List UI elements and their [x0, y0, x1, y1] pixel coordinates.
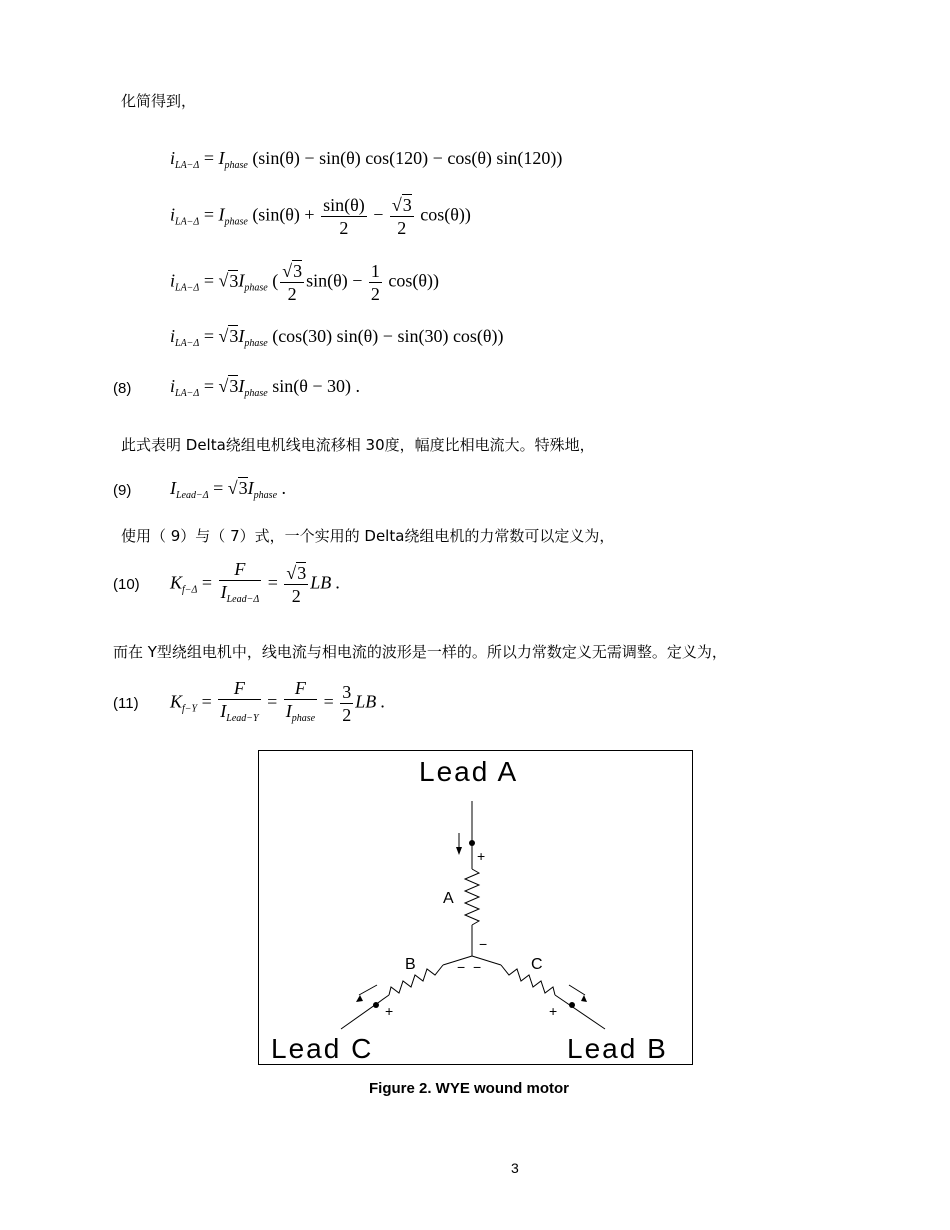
page-number: 3	[511, 1160, 519, 1176]
paragraph-force-constant: 使用（ 9）与（ 7）式，一个实用的 Delta绕组电机的力常数可以定义为，	[121, 527, 615, 545]
label-lead-b: Lead B	[567, 1033, 668, 1064]
figure-caption: Figure 2. WYE wound motor	[369, 1080, 569, 1097]
equation-4: $i_{LA-\Delta} = √3I_{phase}$ (cos(30) sin(θ) − sin(30) cos(θ))	[170, 326, 504, 349]
equation-10: $K_{f-\Delta}$ = $\frac{F}{I_{Lead-\Delta}}$ = $\frac{√3}{2}$ LB .	[170, 558, 340, 611]
plus-b: +	[549, 1003, 558, 1019]
label-lead-a: Lead A	[419, 756, 519, 787]
coil-b-label: B	[405, 956, 416, 973]
fraction: $\frac{√3}{2}$	[282, 261, 303, 304]
equation-number-10: (10)	[113, 576, 140, 593]
equation-number-8: (8)	[113, 380, 132, 397]
equation-number-11: (11)	[113, 695, 139, 712]
fraction: $\frac{F}{I_{Lead-Y}}$	[220, 678, 259, 724]
wye-diagram	[259, 751, 692, 1064]
fraction: $\frac{3}{2}$	[342, 682, 352, 725]
fraction: $\frac{1}{2}$	[370, 261, 380, 304]
plus-c: +	[385, 1003, 394, 1019]
paragraph-delta-phase: 此式表明 Delta绕组电机线电流移相 30度，幅度比相电流大。特殊地，	[121, 436, 595, 454]
intro-text: 化简得到，	[121, 92, 197, 110]
equation-8: $i_{LA-\Delta} = √3I_{phase}$ sin(θ − 30) .	[170, 376, 360, 399]
fraction: $\frac{√3}{2}$	[391, 195, 412, 238]
equation-9: $I_{Lead-\Delta} = √3I_{phase}$ .	[170, 478, 287, 501]
arrow-a-head	[456, 847, 462, 855]
node-b	[569, 1002, 575, 1008]
node-a	[469, 840, 475, 846]
fraction: $\frac{F}{I_{phase}}$	[285, 678, 316, 724]
minus-a: −	[479, 936, 488, 952]
minus-c: −	[473, 959, 482, 975]
fraction: $\frac{\sin(\theta)}{2}$	[323, 195, 365, 238]
minus-b: −	[457, 959, 466, 975]
arrow-c-head	[356, 995, 363, 1002]
equation-11: $K_{f-Y}$ = $\frac{F}{I_{Lead-Y}}$ = $\frac{F}{I_{phase}}$ = $\frac{3}{2}$ LB .	[170, 677, 385, 730]
coil-a-label: A	[443, 890, 454, 907]
equation-3: $i_{LA-\Delta} = √3I_{phase}$ ( $\frac{√3}{2}$ sin(θ) − $\frac{1}{2}$ cos(θ))	[170, 261, 439, 304]
equation-1: $i_{LA-\Delta} = I_{phase}$ (sin(θ) − sin(θ) cos(120) − cos(θ) sin(120))	[170, 148, 563, 171]
node-c	[373, 1002, 379, 1008]
equation-2: $i_{LA-\Delta} = I_{phase}$ (sin(θ) + $\frac{\sin(\theta)}{2}$ − $\frac{√3}{2}$ cos(θ))	[170, 195, 471, 238]
fraction: $\frac{√3}{2}$	[286, 563, 307, 606]
fraction: $\frac{F}{I_{Lead-\Delta}}$	[220, 559, 260, 605]
label-lead-c: Lead C	[271, 1033, 374, 1064]
coil-c-label: C	[531, 956, 543, 973]
arrow-b-head	[581, 995, 587, 1002]
equation-number-9: (9)	[113, 482, 132, 499]
wye-motor-figure	[258, 750, 693, 1065]
paragraph-wye: 而在 Y型绕组电机中，线电流与相电流的波形是一样的。所以力常数定义无需调整。定义为，	[113, 643, 727, 661]
plus-a: +	[477, 848, 486, 864]
